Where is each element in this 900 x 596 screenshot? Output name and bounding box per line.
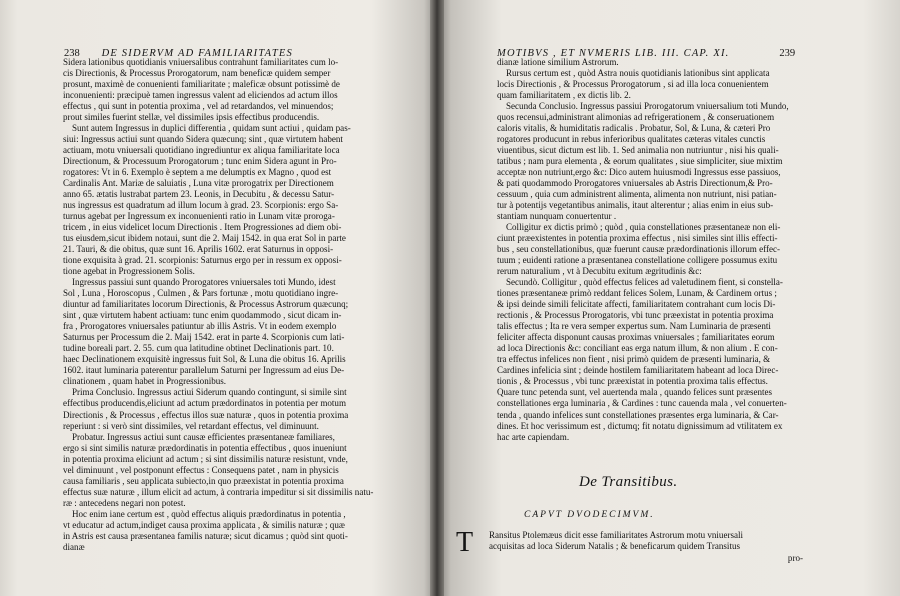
- text-line: Sidera lationibus quotidianis vniuersalibus contrahunt familiaritates cum lo-: [63, 57, 339, 67]
- text-line: tra effectus infelices non fient , nisi primò quidem de præsenti luminaria, &: [497, 354, 771, 365]
- text-line: Directionis , & Processus , effectus illos suæ naturæ , quos in potentia proxima: [63, 409, 349, 420]
- text-line: & ipsi deinde simili felicitate affecti, familiaritatem contrahant cum locis Di-: [497, 299, 776, 310]
- text-line: ad loca Directionis &c: conciliant eas erga natum illum, & non alium . E con-: [497, 343, 778, 354]
- text-line: constellationes erga luminaria , & Cardines : tunc cauenda mala , vel conuerten-: [497, 398, 787, 409]
- text-line: Colligitur ex dictis primò ; quòd , quia constellationes præsentaneæ non eli-: [506, 222, 781, 233]
- text-line: quam familiaritatem , ex dictis lib. 2.: [497, 90, 631, 101]
- text-line: in Astris est causa præsentanea familis naturæ; sicut dicamus ; quòd sint quoti-: [63, 530, 348, 541]
- text-line: Secunda Conclusio. Ingressus passiui Prorogatorum vniuersalium toti Mundo,: [506, 101, 789, 112]
- text-line: ræ : antecedens negari non potest.: [63, 497, 186, 508]
- text-line: tione exquisita à grad. 21. scorpionis: Saturnus ergo per in ressum ex opposi-: [63, 255, 342, 266]
- text-line: cessuum , quia cum administrent alimenta, alimenta non nutriunt, nisi patian-: [497, 189, 777, 200]
- section-heading: De Transitibus.: [579, 474, 678, 490]
- text-line: stantiam nunquam conuertentur .: [497, 211, 617, 222]
- text-line: viuentibus, sicut dictum est lib. 1. Sed animalia non nutriuntur , nisi his quali-: [497, 145, 779, 156]
- text-line: effectibus producendis,eliciunt ad actum prædordinatos in potentia per motum: [63, 398, 346, 409]
- left-running-title: DE SIDERVM AD FAMILIARITATES: [101, 48, 293, 59]
- text-line: Ingressus passiui sunt quando Prorogatores vniuersales toti Mundo, idest: [72, 277, 336, 288]
- text-line: rerum naturalium , vt à Decubitu exitum ægritudinis &c:: [497, 266, 702, 277]
- text-line: rogatores producunt in rebus inferioribus qualitates cæteras vitales cunctis: [497, 134, 766, 145]
- text-line: quos recensui,administrant alimonias ad refrigerationem , & conseruationem: [497, 112, 775, 123]
- text-line: Hoc enim iane certum est , quòd effectus aliquis prædordinatus in potentia ,: [72, 508, 346, 519]
- text-line: 21. Tauri, & die obitus, quæ sunt 16. Aprilis 1602. erat Saturnus in opposi-: [63, 244, 334, 255]
- text-line: prout similes fuerint stellæ, vel dissimiles ipsis effectibus producendis.: [63, 112, 320, 123]
- text-line: Sunt autem Ingressus in duplici differentia , quidam sunt actiui , quidam pas-: [72, 123, 351, 134]
- text-line: tenda , quando infelices sunt constellationes præsentes erga luminaria, & Car-: [497, 409, 779, 420]
- text-line: effectus , qui sunt in potentia proxima , vel ad retardandos, vel minuendos;: [63, 101, 334, 112]
- text-line: fra , Prorogatores vniuersales patiuntur ab illis Astris. Vt in eodem exemplo: [63, 321, 337, 332]
- text-line: inconuenienti: præcipuè tamen ingressus valent ad eliciendos ad actum illos: [63, 90, 338, 101]
- text-line: dines. Et hoc verissimum est , dictumq; fit notatu dignissimum ad vtilitatem ex: [497, 420, 783, 431]
- text-line: Secundò. Colligitur , quòd effectus felices ad valetudinem fient, si constella-: [506, 277, 783, 288]
- text-line: cis Directionis, & Processus Prorogatorum, nam beneficæ quidem semper: [63, 68, 331, 79]
- text-line: bus , seu constellationibus, quæ fuerunt causæ prædordinationis illorum effec-: [497, 244, 781, 255]
- text-line: talis effectus ; Ita re vera semper expertus sum. Nam Luminaria de præsenti: [497, 321, 771, 332]
- text-line: sint , quæ virtutem habent actiuam: tunc enim quodammodo , sicut dicam in-: [63, 310, 342, 321]
- text-line: feliciter affecta disponunt causas proximas vniuersales ; familiaritates eorum: [497, 332, 775, 343]
- text-line: Cardines infelicia sint ; deinde hostilem familiaritatem habeant ad loca Direc-: [497, 365, 779, 376]
- text-line: Saturnus per Processum die 2. Maij 1542. erat in parte 4. Scorpionis cum lati-: [63, 332, 345, 343]
- text-line: causa familiaris , seu applicata subiecto,in quo præexistat in potentia proxima: [63, 475, 344, 486]
- left-page: [0, 0, 437, 596]
- text-line: acquisitas ad loca Siderum Natalis ; & beneficarum quidem Transitus: [489, 541, 741, 552]
- text-line: tiones præsentaneæ primò reddant felices Solem, Lunam, & Cardinem ortus ;: [497, 288, 777, 299]
- text-line: dianæ latione similium Astrorum.: [497, 57, 619, 67]
- text-line: acceptæ non nutriunt,ergo &c: Dico autem huiusmodi Ingressus esse passiuos,: [497, 167, 781, 178]
- left-page-number: 238: [64, 48, 80, 59]
- text-line: siui: Ingressus actiui sunt quando Sidera quæcunq; sint , quæ virtutem habent: [63, 134, 343, 145]
- right-page-number: 239: [779, 48, 796, 59]
- text-line: rectionis , & Processus Prorogatoris, vbi tunc præexistat in potentia proxima: [497, 310, 774, 321]
- text-line: haec Declinationem exquisitè ingressus fuit Sol, & Luna die obitus 16. Aprilis: [63, 354, 346, 365]
- text-line: ergo si sint similis naturæ prædordinatis in potentia effectibus , quos inueniunt: [63, 442, 347, 453]
- text-line: prosunt, maximè de conuenienti familiaritate ; maleficæ obsunt potissimè de: [63, 79, 340, 90]
- text-line: rogatores: Vt in 6. Exemplo è septem a me delumptis ex Magno , quod est: [63, 167, 332, 178]
- text-line: tur à potentijs vegetantibus animalis, itaut alterentur ; alias enim in eius sub-: [497, 200, 774, 211]
- book-gutter: [430, 0, 444, 596]
- text-line: clinationem , quam habet in Progressionibus.: [63, 376, 227, 387]
- text-line: tuum ; euidenti ratione a præsentanea constellatione colligere possumus exitu: [497, 255, 778, 266]
- text-line: Directionum, & Processuum Prorogatorum ; tunc enim Sidera agunt in Pro-: [63, 156, 337, 167]
- text-line: dianæ: [63, 541, 85, 552]
- left-body-text: [63, 57, 408, 553]
- text-line: tione agebat in Progressionem Solis.: [63, 266, 195, 277]
- text-line: Ransitus Ptolemæus dicit esse familiaritates Astrorum motu vniuersali: [489, 530, 744, 540]
- text-line: anno 65. ætatis lustrabat partem 23. Leonis, in Decubitu , & decessu Satur-: [63, 189, 335, 200]
- text-line: tionis , & Processus , vbi tunc præexistat in potentia proxima talis effectus.: [497, 376, 768, 387]
- text-line: 1602. itaut luminaria paterentur parallelum Saturni per Ingressum ad eius De-: [63, 365, 345, 376]
- text-line: pro-: [787, 553, 803, 564]
- right-body-text: [497, 57, 852, 443]
- text-line: Quare tunc petenda sunt, vel auertenda mala , quando felices sunt præsentes: [497, 387, 773, 398]
- drop-cap: T: [456, 527, 474, 558]
- text-line: in potentia proxima eliciunt ad actum ; si sint dissimilis naturæ resistunt, vnde,: [63, 453, 348, 464]
- text-line: effectus suæ naturæ , illum elicit ad actum, à contraria impeditur si sit dissimilis natu-: [63, 486, 374, 497]
- right-running-title: MOTIBVS , ET NVMERIS LIB. III. CAP. XI.: [497, 48, 730, 59]
- text-line: tus eiusdem,sicut ibidem notaui, sunt die 2. Maij 1542. in qua erat Sol in parte: [63, 233, 346, 244]
- chapter-body-text: [489, 530, 803, 564]
- text-line: actiuam, motu vniuersali quotidiano ingrediuntur ex aliqua familiaritate loca: [63, 145, 340, 156]
- text-line: ciunt præexistentes in potentia proxima effectus , nisi similes sint illis effecti-: [497, 233, 778, 244]
- text-line: Prima Conclusio. Ingressus actiui Siderum quando contingunt, si simile sint: [72, 387, 347, 398]
- text-line: tudine boreali part. 2. 55. cum qua latitudine obtinet Declinationis part. 10.: [63, 343, 334, 354]
- text-line: vel diminuunt , vel postponunt effectus : Consequens patet , nam in physicis: [63, 464, 339, 475]
- chapter-title: CAPVT DVODECIMVM.: [524, 510, 655, 520]
- text-line: diuntur ad familiaritates locorum Directionis, & Processus Astrorum quæcunq;: [63, 299, 349, 310]
- text-line: Probatur. Ingressus actiui sunt causæ efficientes præsentaneæ familiares,: [72, 431, 335, 442]
- text-line: locis Directionis , & Processus Prorogatorum , si ad illa loca conuenientem: [497, 79, 769, 90]
- right-page: [437, 0, 900, 596]
- text-line: vt educatur ad actum,indiget causa proxima applicata , & similis naturæ ; quæ: [63, 519, 345, 530]
- text-line: turnus agebat per Ingressum ex inconuenienti ratio in Lunam vitæ proroga-: [63, 211, 335, 222]
- text-line: Sol , Luna , Horoscopus , Culmen , & Pars fortunæ , motu quotidiano ingre-: [63, 288, 339, 299]
- text-line: tatibus ; nam pura elementa , & eorum qualitates , siue simpliciter, siue mixtim: [497, 156, 783, 167]
- text-line: caloris vitalis, & humiditatis radicalis . Probatur, Sol, & Luna, & cæteri Pro: [497, 123, 771, 134]
- text-line: nus ingressus est quadratum ad illum locum à grad. 23. Scorpionis: ergo Sa-: [63, 200, 339, 211]
- text-line: & pati quodammodo Prorogatores vniuersales ab Astris Directionum,& Pro-: [497, 178, 773, 189]
- text-line: Cardinalis Ant. Mariæ de saluiatis , Luna vitæ prorogatrix per Directionem: [63, 178, 334, 189]
- text-line: Rursus certum est , quòd Astra nouis quotidianis lationibus sint applicata: [506, 68, 770, 79]
- text-line: reperiunt : si verò sint dissimiles, vel retardant effectus, vel diminuunt.: [63, 420, 319, 431]
- text-line: hac arte capiendam.: [497, 431, 570, 442]
- text-line: tricem , in eius videlicet locum Directionis . Item Progressiones ad diem obi-: [63, 222, 342, 233]
